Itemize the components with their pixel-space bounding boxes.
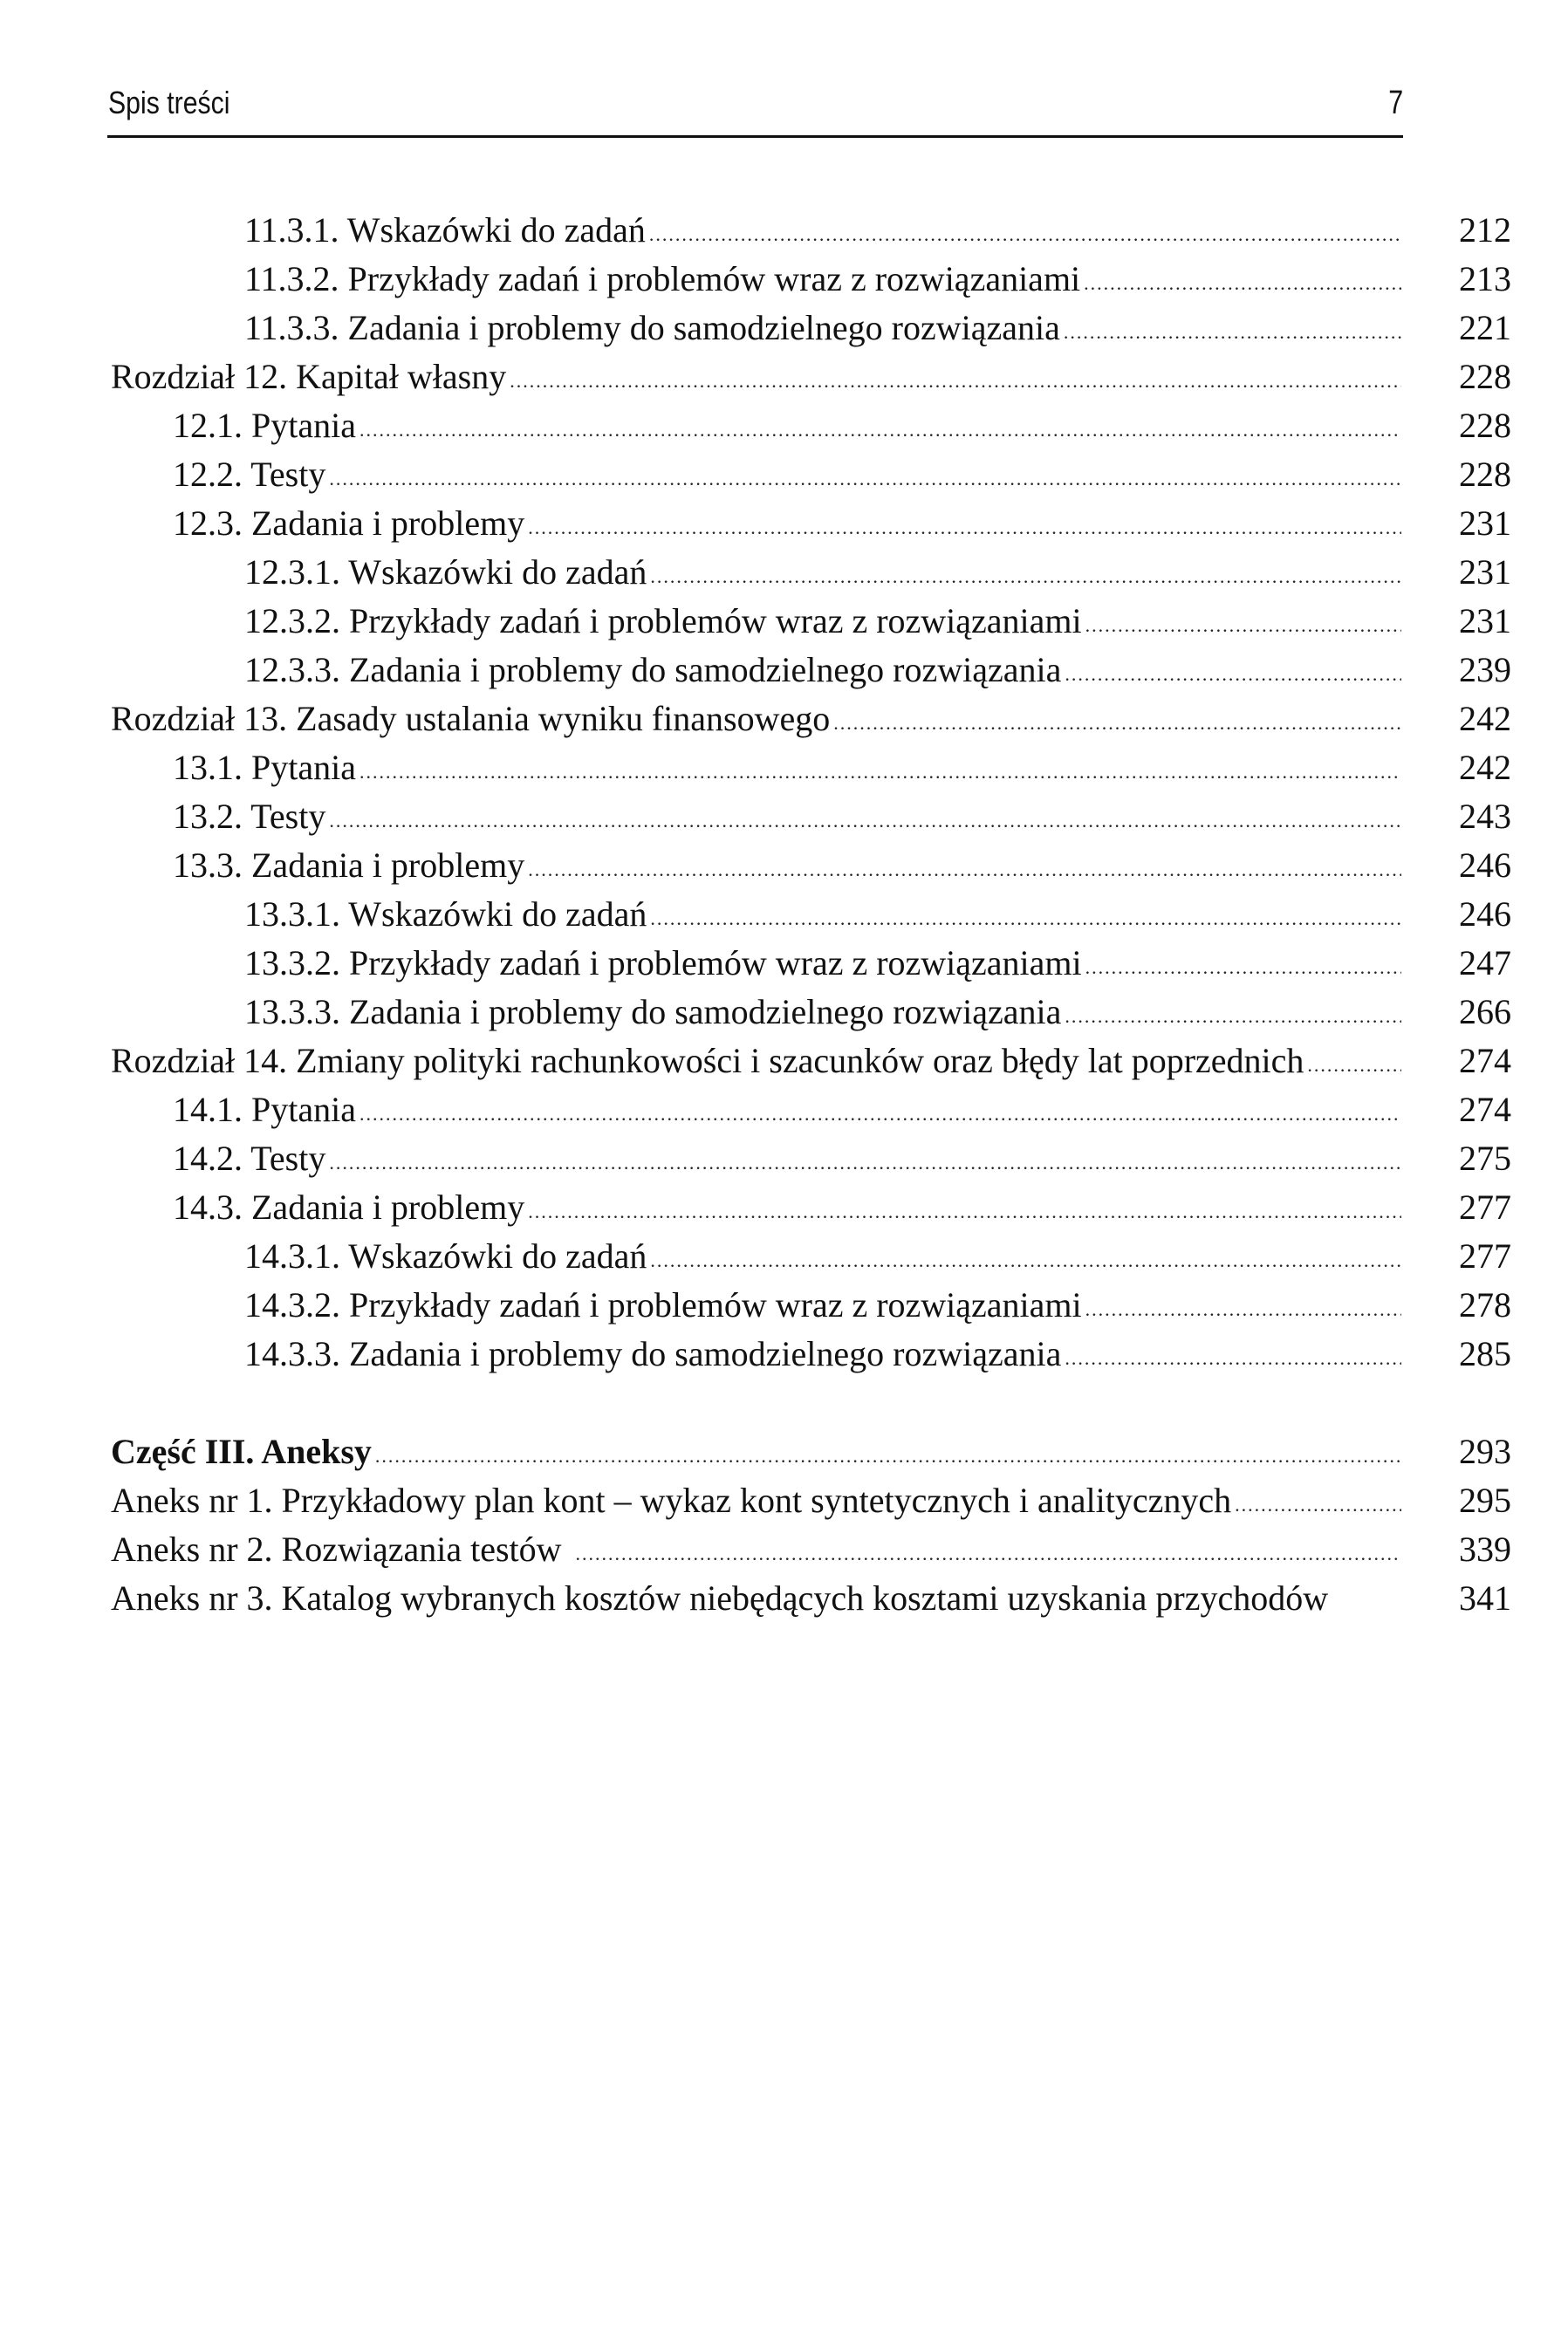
toc-entry-label: 13.2. Testy [173,797,326,836]
toc-entry-label: 13.3.2. Przykłady zadań i problemów wraz z rozwiązaniami [244,943,1082,982]
toc-entry-label: 13.3.3. Zadania i problemy do samodzielnego rozwiązania [244,992,1062,1031]
dot-leader [650,552,1401,601]
toc-entry-page: 247 [1459,943,1511,982]
toc-entry-page: 221 [1459,308,1511,347]
dot-leader [1065,650,1401,699]
toc-entry[interactable] [173,450,1511,499]
toc-entry[interactable] [244,548,1511,597]
dot-leader [375,1432,1401,1481]
toc-entry-label: 14.3.2. Przykłady zadań i problemów wraz z rozwiązaniami [244,1285,1082,1325]
dot-leader [1085,601,1401,650]
toc-entry[interactable] [244,890,1511,939]
toc-entry[interactable] [173,743,1511,792]
toc-entry[interactable] [173,499,1511,548]
toc-entry-page: 274 [1459,1090,1511,1129]
toc-entry-label: 13.1. Pytania [173,748,356,787]
toc-entry-page: 231 [1459,552,1511,592]
dot-leader [833,699,1401,748]
toc-entry[interactable] [173,401,1511,450]
toc-entry[interactable] [244,597,1511,646]
dot-leader [1085,1285,1401,1334]
dot-leader [1235,1481,1401,1530]
dot-leader [329,1139,1401,1188]
toc-entry-page: 293 [1459,1432,1511,1471]
toc-entry-label: 11.3.2. Przykłady zadań i problemów wraz z rozwiązaniami [244,259,1081,298]
dot-leader [528,503,1401,552]
toc-entry[interactable] [244,646,1511,695]
dot-leader [1084,259,1401,308]
toc-entry-label: 14.3.3. Zadania i problemy do samodzielnego rozwiązania [244,1334,1062,1373]
toc-entry-page: 228 [1459,357,1511,396]
toc-entry[interactable] [173,841,1511,890]
running-title: Spis treści [108,85,230,120]
dot-leader [1065,992,1401,1041]
toc-entry-label: Część III. Aneksy [111,1432,372,1471]
toc-part-heading[interactable] [111,1427,1511,1476]
toc-entry-label: 12.3.3. Zadania i problemy do samodzielnego rozwiązania [244,650,1062,689]
toc-entry-page: 295 [1459,1481,1511,1520]
toc-entry-page: 285 [1459,1334,1511,1373]
toc-entry-page: 228 [1459,406,1511,445]
toc-entry-page: 243 [1459,797,1511,836]
toc-entry-label: 13.3.1. Wskazówki do zadań [244,894,647,934]
toc-entry-page: 277 [1459,1236,1511,1276]
dot-leader [329,797,1401,845]
dot-leader [576,1530,1401,1578]
page-number: 7 [1388,85,1403,121]
toc-entry[interactable] [244,1232,1511,1281]
toc-entry-page: 231 [1459,601,1511,640]
toc-entry-label: 11.3.3. Zadania i problemy do samodzielnego rozwiązania [244,308,1060,347]
toc-entry-page: 266 [1459,992,1511,1031]
toc-entry-page: 242 [1459,699,1511,738]
toc-entry[interactable] [244,988,1511,1037]
toc-entry-label: Aneks nr 1. Przykładowy plan kont – wykaz kont syntetycznych i analitycznych [111,1481,1232,1520]
toc-entry-page: 246 [1459,845,1511,885]
toc-entry-label: 12.1. Pytania [173,406,356,445]
toc-entry[interactable] [244,206,1511,255]
toc-entry-label: 13.3. Zadania i problemy [173,845,525,885]
dot-leader [1065,1334,1401,1383]
toc-entry[interactable] [173,1183,1511,1232]
toc-appendix-entry[interactable] [111,1574,1511,1623]
toc-entry-label: Rozdział 14. Zmiany polityki rachunkowości i szacunków oraz błędy lat poprzednich [111,1041,1304,1080]
toc-entry-label: Aneks nr 3. Katalog wybranych kosztów niebędących kosztami uzyskania przychodów [111,1578,1329,1618]
dot-leader [359,406,1401,455]
dot-leader [1085,943,1401,992]
toc-entry-page: 278 [1459,1285,1511,1325]
dot-leader [650,1236,1401,1285]
toc-entry-label: 14.1. Pytania [173,1090,356,1129]
toc-entry-label: 12.2. Testy [173,455,326,494]
header-rule [107,135,1403,138]
toc-entry-label: Aneks nr 2. Rozwiązania testów [111,1530,562,1569]
dot-leader [329,455,1401,503]
toc-entry-label: 11.3.1. Wskazówki do zadań [244,210,646,250]
toc-chapter[interactable] [111,353,1511,401]
toc-entry[interactable] [173,1085,1511,1134]
toc-entry[interactable] [173,1134,1511,1183]
toc-entry-page: 228 [1459,455,1511,494]
toc-entry-page: 212 [1459,210,1511,250]
toc-entry-page: 277 [1459,1188,1511,1227]
toc-entry-page: 341 [1459,1578,1511,1618]
toc-entry-label: 14.3. Zadania i problemy [173,1188,525,1227]
toc-entry-label: 14.3.1. Wskazówki do zadań [244,1236,647,1276]
toc-entry[interactable] [244,304,1511,353]
toc-entry-label: 14.2. Testy [173,1139,326,1178]
toc-entry-page: 339 [1459,1530,1511,1569]
toc-entry-page: 246 [1459,894,1511,934]
dot-leader [359,1090,1401,1139]
dot-leader [1307,1041,1401,1090]
dot-leader [1064,308,1401,357]
toc-entry-label: Rozdział 12. Kapitał własny [111,357,507,396]
toc-entry-page: 213 [1459,259,1511,298]
toc-entry[interactable] [244,1281,1511,1330]
dot-leader [510,357,1401,406]
toc-chapter[interactable] [111,1037,1511,1085]
toc-entry-page: 239 [1459,650,1511,689]
dot-leader [650,894,1401,943]
toc-entry-label: Rozdział 13. Zasady ustalania wyniku finansowego [111,699,831,738]
toc-entry[interactable] [244,939,1511,988]
running-header [107,80,1403,129]
toc-entry-page: 242 [1459,748,1511,787]
dot-leader [359,748,1401,797]
toc-appendix-entry[interactable] [111,1476,1511,1525]
dot-leader [528,845,1401,894]
toc-entry[interactable] [244,1330,1511,1379]
dot-leader [649,210,1401,259]
toc-entry[interactable] [244,255,1511,304]
toc-entry-page: 275 [1459,1139,1511,1178]
toc-appendix-entry[interactable] [111,1525,1511,1574]
toc-entry-label: 12.3.2. Przykłady zadań i problemów wraz z rozwiązaniami [244,601,1082,640]
toc-entry-label: 12.3.1. Wskazówki do zadań [244,552,647,592]
toc-entry[interactable] [173,792,1511,841]
toc-chapter[interactable] [111,695,1511,743]
toc-entry-page: 231 [1459,503,1511,543]
toc-entry-page: 274 [1459,1041,1511,1080]
dot-leader [528,1188,1401,1236]
toc-entry-label: 12.3. Zadania i problemy [173,503,525,543]
